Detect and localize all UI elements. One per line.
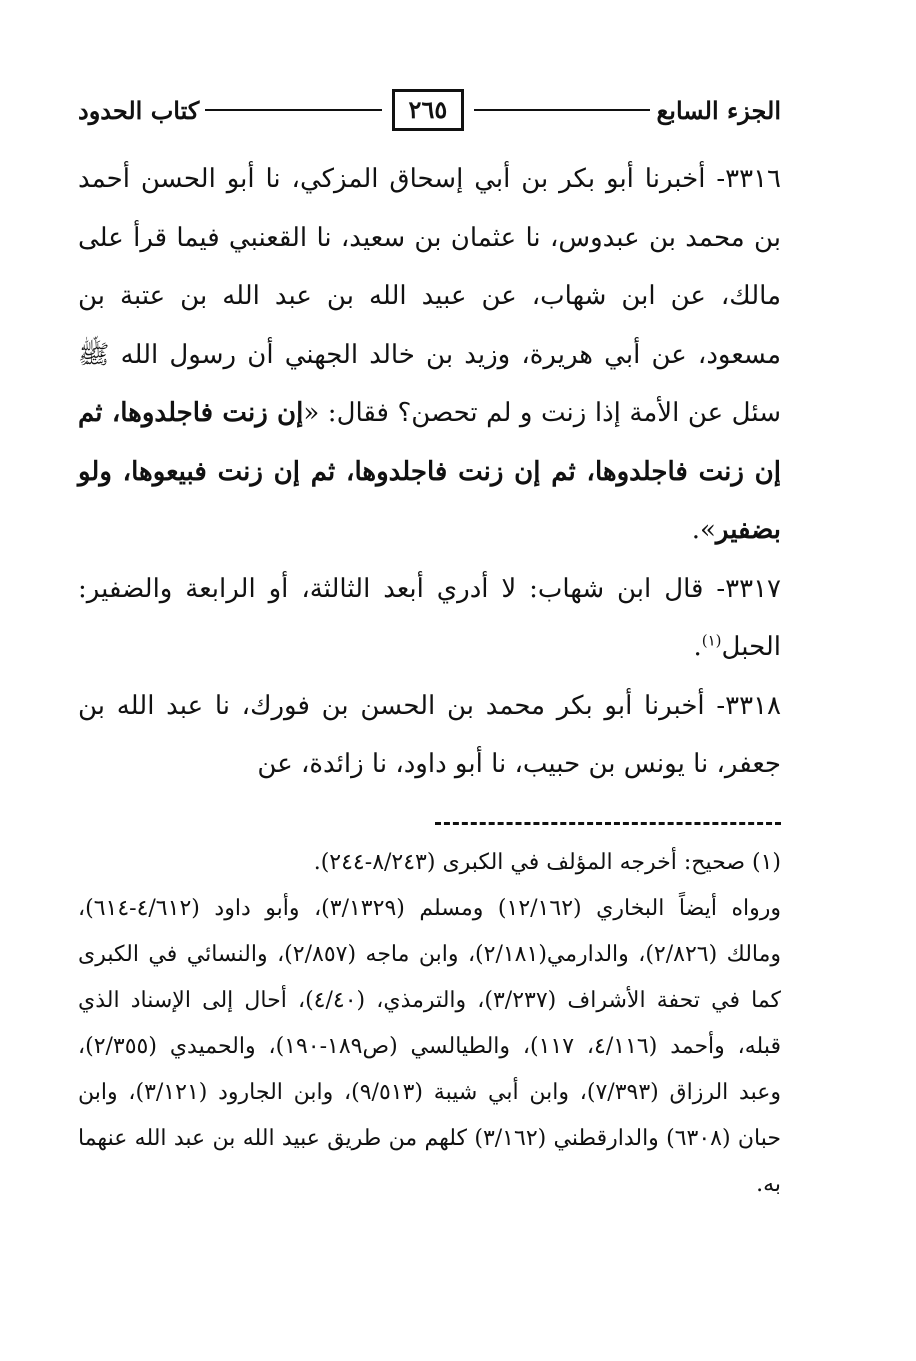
hadith-3318-text: ٣٣١٨- أخبرنا أبو بكر محمد بن الحسن بن فورك، نا عبد الله بن جعفر، نا يونس بن حبيب، نا أبو داود، نا زائدة، عن [78,690,781,779]
main-text [78,150,781,794]
hadith-3317 [78,560,781,677]
hadith-3316-bold-text: إن زنت فاجلدوها، ثم إن زنت فاجلدوها، ثم إن زنت فاجلدوها، ثم إن زنت فبيعوها، ولو بضفير [78,398,781,545]
footnote-1-continued: ورواه أيضاً البخاري (١٢/١٦٢) ومسلم (٣/١٣٢٩)، وأبو داود (٤/٦١٢-٦١٤)، ومالك (٢/٨٢٦)، والدارمي(٢/١٨١)، وابن ماجه (٢/٨٥٧)، والنسائي في الكبرى كما في تحفة الأشراف (٣/٢٣٧)، والترمذي، (٤/٤٠)، أحال إلى الإسناد الذي قبله، وأحمد (٤/١١٦، ١١٧)، والطيالسي (ص١٨٩-١٩٠)، والحميدي (٢/٣٥٥)، وعبد الرزاق (٧/٣٩٣)، وابن أبي شيبة (٩/٥١٣)، وابن الجارود (٣/١٢١)، وابن حبان (٦٣٠٨) والدارقطني (٣/١٦٢) كلهم من طريق عبيد الله بن عبد الله عنهما به. [78,896,782,1197]
hadith-3317-end: . [693,632,702,662]
footnote-separator [435,822,781,825]
footnote-1: (١) صحيح: أخرجه المؤلف في الكبرى (٨/٢٤٣-٢٤٤). [313,850,781,875]
hadith-3318 [78,677,781,794]
hadith-3316-end: ». [691,515,716,545]
page-header [78,88,781,132]
hadith-3316 [78,150,781,560]
hadith-3317-text: ٣٣١٧- قال ابن شهاب: لا أدري أبعد الثالثة، أو الرابعة والضفير: الحبل [78,573,781,662]
chapter-title: كتاب الحدود [78,95,200,125]
page-number: ٢٦٥ [392,89,465,131]
footnote-ref-1: (١) [701,631,722,650]
hadith-3316-text: ٣٣١٦- أخبرنا أبو بكر بن أبي إسحاق المزكي، نا أبو الحسن أحمد بن محمد بن عبدوس، نا عثمان بن سعيد، نا القعنبي فيما قرأ على مالك، عن ابن شهاب، عن عبيد الله بن عبد الله بن عتبة بن مسعود، عن أبي هريرة، وزيد بن خالد الجهني أن رسول الله ﷺ سئل عن الأمة إذا زنت و لم تحصن؟ فقال: « [78,164,781,428]
header-rule-right [474,109,650,111]
header-rule-left [205,109,381,111]
footnotes [78,840,781,1208]
volume-title: الجزء السابع [656,95,781,125]
